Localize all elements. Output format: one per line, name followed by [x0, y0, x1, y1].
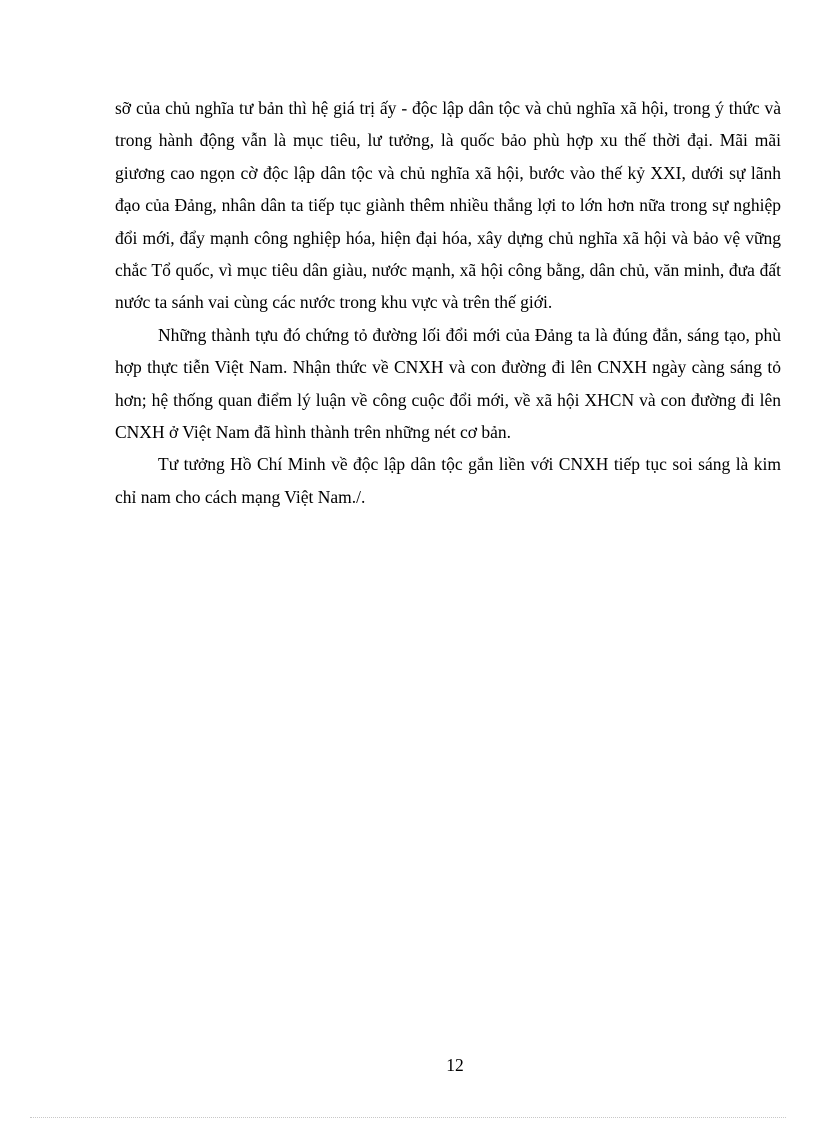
paragraph-continuation: sỡ của chủ nghĩa tư bản thì hệ giá trị ấy - độc lập dân tộc và chủ nghĩa xã hội, trong ý thức và trong hành động vẫn là mục tiêu, lư tưởng, là quốc bảo phù hợp xu thế thời đại. Mãi mãi giương cao ngọn cờ độc lập dân tộc và chủ nghĩa xã hội, bước vào thế kỷ XXI, dưới sự lãnh đạo của Đảng, nhân dân ta tiếp tục giành thêm nhiều thắng lợi to lớn hơn nữa trong sự nghiệp đổi mới, đẩy mạnh công nghiệp hóa, hiện đại hóa, xây dựng chủ nghĩa xã hội và bảo vệ vững chắc Tổ quốc, vì mục tiêu dân giàu, nước mạnh, xã hội công bằng, dân chủ, văn minh, đưa đất nước ta sánh vai cùng các nước trong khu vực và trên thế giới. — [115, 98, 781, 313]
document-body — [115, 92, 781, 513]
page-number: 12 — [446, 1055, 464, 1075]
paragraph-ho-chi-minh-thought: Tư tưởng Hồ Chí Minh về độc lập dân tộc gắn liền với CNXH tiếp tục soi sáng là kim chỉ nam cho cách mạng Việt Nam./. — [115, 454, 781, 507]
page-edge-divider — [30, 1117, 786, 1118]
paragraph-achievements: Những thành tựu đó chứng tỏ đường lối đổi mới của Đảng ta là đúng đắn, sáng tạo, phù hợp thực tiễn Việt Nam. Nhận thức về CNXH và con đường đi lên CNXH ngày càng sáng tỏ hơn; hệ thống quan điểm lý luận về công cuộc đổi mới, về xã hội XHCN và con đường đi lên CNXH ở Việt Nam đã hình thành trên những nét cơ bản. — [115, 324, 781, 443]
